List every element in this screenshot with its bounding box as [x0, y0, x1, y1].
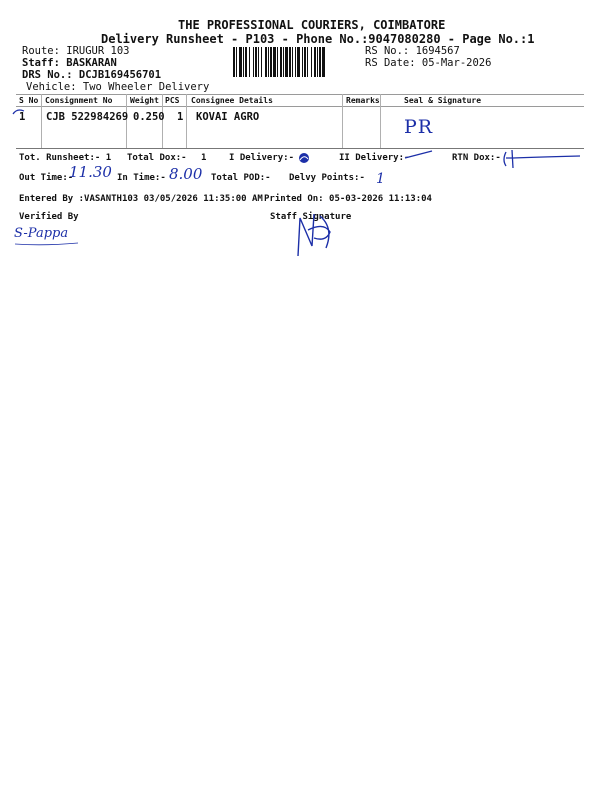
- col-divider: [342, 94, 343, 148]
- col-header-seal: Seal & Signature: [404, 96, 482, 105]
- col-divider: [41, 94, 42, 148]
- cell-consignee: KOVAI AGRO: [196, 111, 260, 123]
- total-dox-value: 1: [201, 153, 207, 163]
- ii-delivery-dash: [404, 150, 434, 160]
- table-top-rule: [16, 94, 584, 95]
- seal-handwriting: PR: [404, 116, 434, 138]
- in-time-value: 8.00: [169, 165, 203, 183]
- out-time-label: Out Time:-: [19, 173, 74, 183]
- route-text: Route: IRUGUR 103: [22, 45, 130, 57]
- vehicle-text: Vehicle: Two Wheeler Delivery: [26, 81, 210, 93]
- table-bottom-rule: [16, 148, 584, 149]
- total-pod-label: Total POD:-: [211, 173, 271, 183]
- verifier-underline: [14, 241, 84, 247]
- col-divider: [380, 94, 381, 148]
- i-delivery-scribble: [297, 151, 311, 165]
- tot-runsheet: Tot. Runsheet:- 1: [19, 153, 112, 163]
- entered-by: Entered By :VASANTH103 03/05/2026 11:35:00 AM: [19, 194, 263, 204]
- col-divider: [186, 94, 187, 148]
- staff-signature-mark: [290, 208, 340, 260]
- col-header-pcs: PCS: [165, 96, 180, 105]
- company-title: THE PROFESSIONAL COURIERS, COIMBATORE: [178, 18, 446, 32]
- cell-pcs: 1: [177, 111, 184, 123]
- i-delivery-label: I Delivery:-: [229, 153, 295, 163]
- printed-on: Printed On: 05-03-2026 11:13:04: [264, 194, 432, 204]
- total-dox-label: Total Dox:-: [127, 153, 187, 163]
- col-header-consignment: Consignment No: [45, 96, 113, 105]
- rtn-dox-scribble: [500, 148, 590, 172]
- verifier-handwriting: S-Pappa: [14, 226, 69, 241]
- col-header-sno: S No: [19, 96, 39, 105]
- rs-number: RS No.: 1694567: [365, 45, 460, 57]
- col-header-remarks: Remarks: [346, 96, 380, 105]
- ii-delivery-label: II Delivery:-: [339, 153, 410, 163]
- rtn-dox-label: RTN Dox:-: [452, 153, 501, 163]
- runsheet-subtitle: Delivery Runsheet - P103 - Phone No.:9047080280 - Page No.:1: [101, 32, 535, 46]
- drs-number: DRS No.: DCJB169456701: [22, 69, 162, 81]
- table-header-rule: [16, 106, 584, 107]
- cell-consignment: CJB 522984269: [46, 111, 129, 123]
- delvy-points-value: 1: [376, 171, 385, 187]
- rs-date: RS Date: 05-Mar-2026: [365, 57, 492, 69]
- verified-by-label: Verified By: [19, 212, 79, 222]
- staff-signature-label: Staff Signature: [270, 212, 352, 222]
- cell-sno: 1: [19, 111, 26, 123]
- checkmark-sno: [12, 108, 26, 118]
- delvy-points-label: Delvy Points:-: [289, 173, 365, 183]
- out-time-value: 11.30: [69, 163, 112, 181]
- in-time-label: In Time:-: [117, 173, 166, 183]
- col-header-consignee: Consignee Details: [191, 96, 273, 105]
- col-header-weight: Weight: [130, 96, 159, 105]
- barcode-image: [233, 47, 361, 77]
- staff-text: Staff: BASKARAN: [22, 57, 117, 69]
- cell-weight: 0.250: [133, 111, 165, 123]
